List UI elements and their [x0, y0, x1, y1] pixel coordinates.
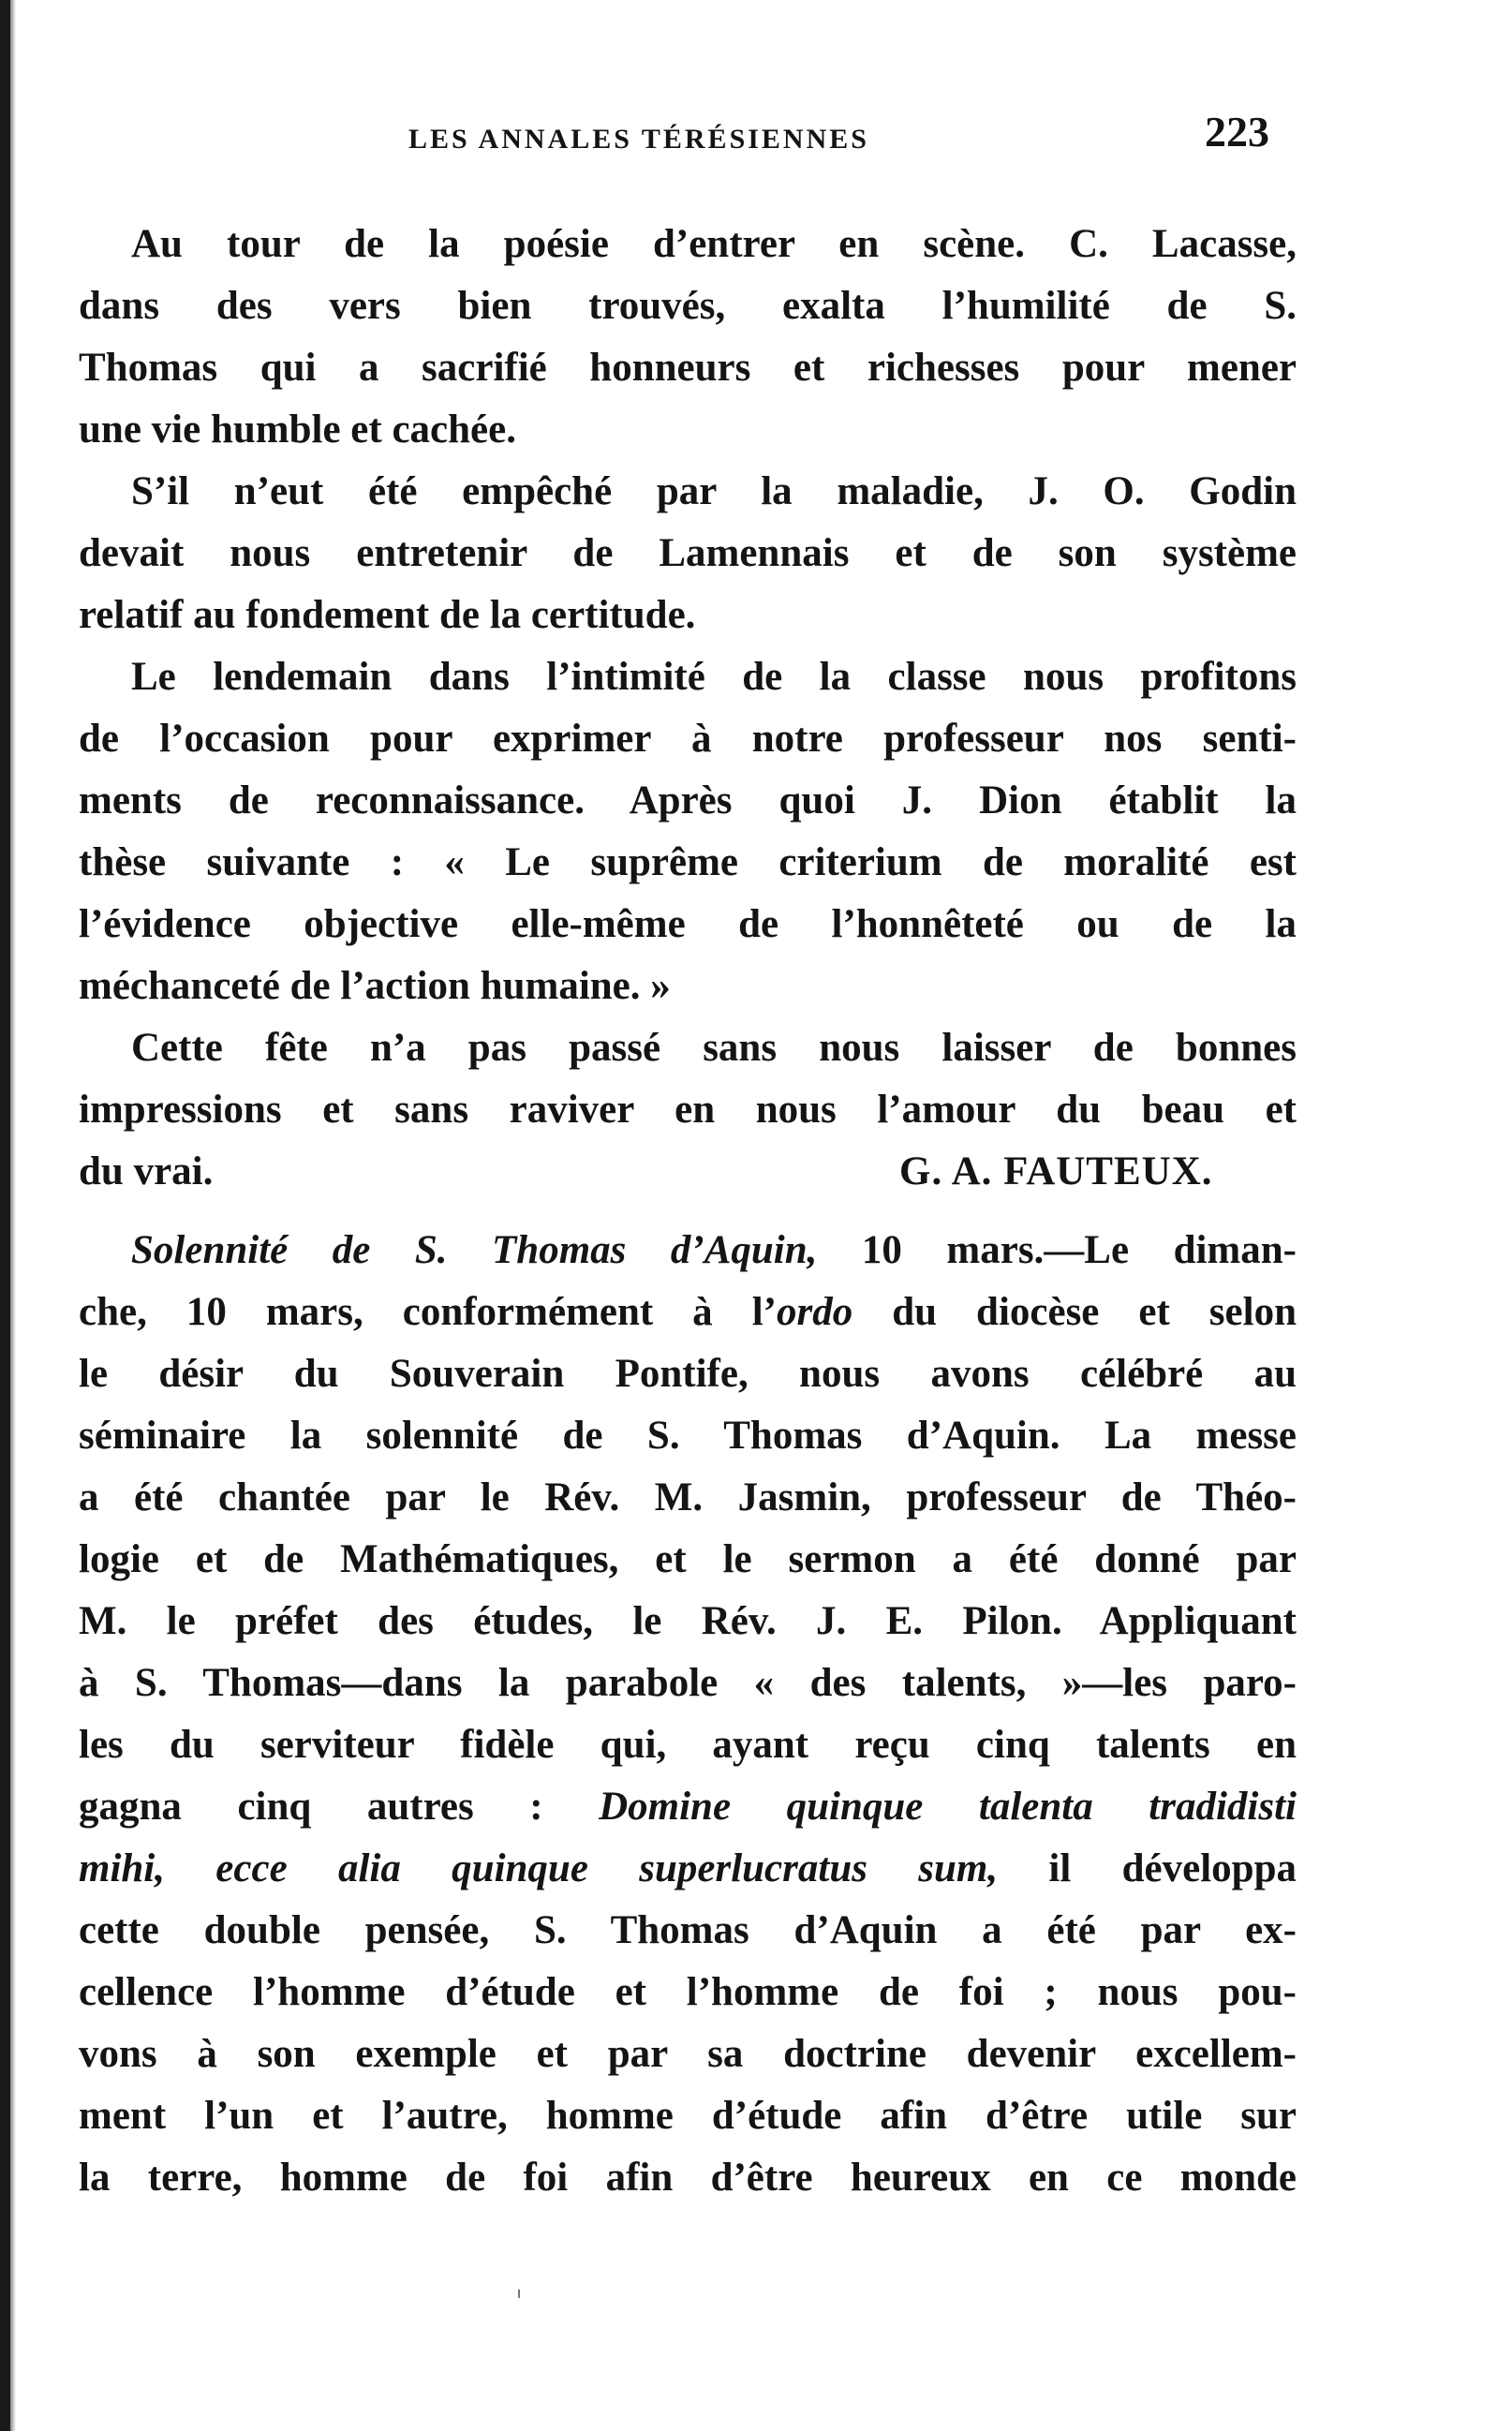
text-line: Au tour de la poésie d’entrer en scène. C. Lacasse,	[131, 222, 1297, 266]
text-line: du vrai.	[79, 1149, 214, 1193]
section-gap	[79, 1203, 1297, 1220]
running-title: LES ANNALES TÉRÉSIENNES	[408, 124, 869, 155]
latin-quote: Domine quinque talenta tradidisti	[599, 1785, 1297, 1829]
page-binding-shadow	[10, 0, 16, 2431]
text-line: thèse suivante : « Le suprême criterium de moralité est	[79, 840, 1297, 884]
author-signature: G. A. FAUTEUX.	[899, 1149, 1213, 1193]
text-line: M. le préfet des études, le Rév. J. E. Pilon. Appliquant	[79, 1599, 1297, 1643]
text-line-fragment: 10 mars.—Le diman-	[817, 1228, 1297, 1272]
text-line: a été chantée par le Rév. M. Jasmin, professeur de Théo-	[79, 1475, 1297, 1519]
text-line: l’évidence objective elle-même de l’honnêteté ou de la	[79, 902, 1297, 946]
text-line: une vie humble et cachée.	[79, 408, 516, 452]
text-line-fragment: du diocèse et selon	[852, 1290, 1297, 1334]
page-number: 223	[1205, 108, 1269, 156]
text-line	[79, 1838, 1297, 1900]
italic-term: ordo	[776, 1290, 853, 1334]
text-line: dans des vers bien trouvés, exalta l’humilité de S.	[79, 284, 1297, 328]
text-line: ments de reconnaissance. Après quoi J. Dion établit la	[79, 778, 1297, 823]
text-line: devait nous entretenir de Lamennais et de son système	[79, 531, 1297, 575]
text-line: vons à son exemple et par sa doctrine devenir excellem-	[79, 2032, 1297, 2076]
paper-speck	[518, 2290, 520, 2298]
text-line: impressions et sans raviver en nous l’amour du beau et	[79, 1088, 1297, 1132]
text-line-fragment: gagna cinq autres :	[79, 1785, 600, 1829]
text-line-fragment: che, 10 mars, conformément à l’	[79, 1290, 777, 1334]
text-line: ment l’un et l’autre, homme d’étude afin d’être utile sur	[79, 2094, 1297, 2138]
text-line: Thomas qui a sacrifié honneurs et richesses pour mener	[79, 346, 1297, 390]
text-line	[79, 1776, 1297, 1838]
text-line: logie et de Mathématiques, et le sermon a été donné par	[79, 1537, 1297, 1581]
text-line: séminaire la solennité de S. Thomas d’Aquin. La messe	[79, 1414, 1297, 1458]
text-line: cette double pensée, S. Thomas d’Aquin a été par ex-	[79, 1908, 1297, 1952]
text-line-fragment: il développa	[998, 1846, 1297, 1890]
text-line: Le lendemain dans l’intimité de la classe nous profitons	[131, 655, 1297, 699]
text-line: cellence l’homme d’étude et l’homme de foi ; nous pou-	[79, 1970, 1297, 2014]
text-line: les du serviteur fidèle qui, ayant reçu cinq talents en	[79, 1723, 1297, 1767]
text-line: de l’occasion pour exprimer à notre professeur nos senti-	[79, 717, 1297, 761]
page-binding-edge	[0, 0, 10, 2431]
text-line: Cette fête n’a pas passé sans nous laisser de bonnes	[131, 1026, 1297, 1070]
text-line: S’il n’eut été empêché par la maladie, J. O. Godin	[131, 469, 1297, 513]
latin-quote: mihi, ecce alia quinque superlucratus sum,	[79, 1846, 999, 1890]
body-text	[79, 214, 1297, 2209]
text-line: à S. Thomas—dans la parabole « des talents, »—les paro-	[79, 1661, 1297, 1705]
text-line: la terre, homme de foi afin d’être heureux en ce monde	[79, 2156, 1297, 2200]
text-line: le désir du Souverain Pontife, nous avons célébré au	[79, 1352, 1297, 1396]
text-line-signed	[79, 1141, 1297, 1203]
text-line: relatif au fondement de la certitude.	[79, 593, 696, 637]
section-heading: Solennité de S. Thomas d’Aquin,	[131, 1228, 818, 1272]
text-line: méchanceté de l’action humaine. »	[79, 964, 671, 1008]
text-line	[79, 1282, 1297, 1343]
section-heading-line	[79, 1220, 1297, 1282]
